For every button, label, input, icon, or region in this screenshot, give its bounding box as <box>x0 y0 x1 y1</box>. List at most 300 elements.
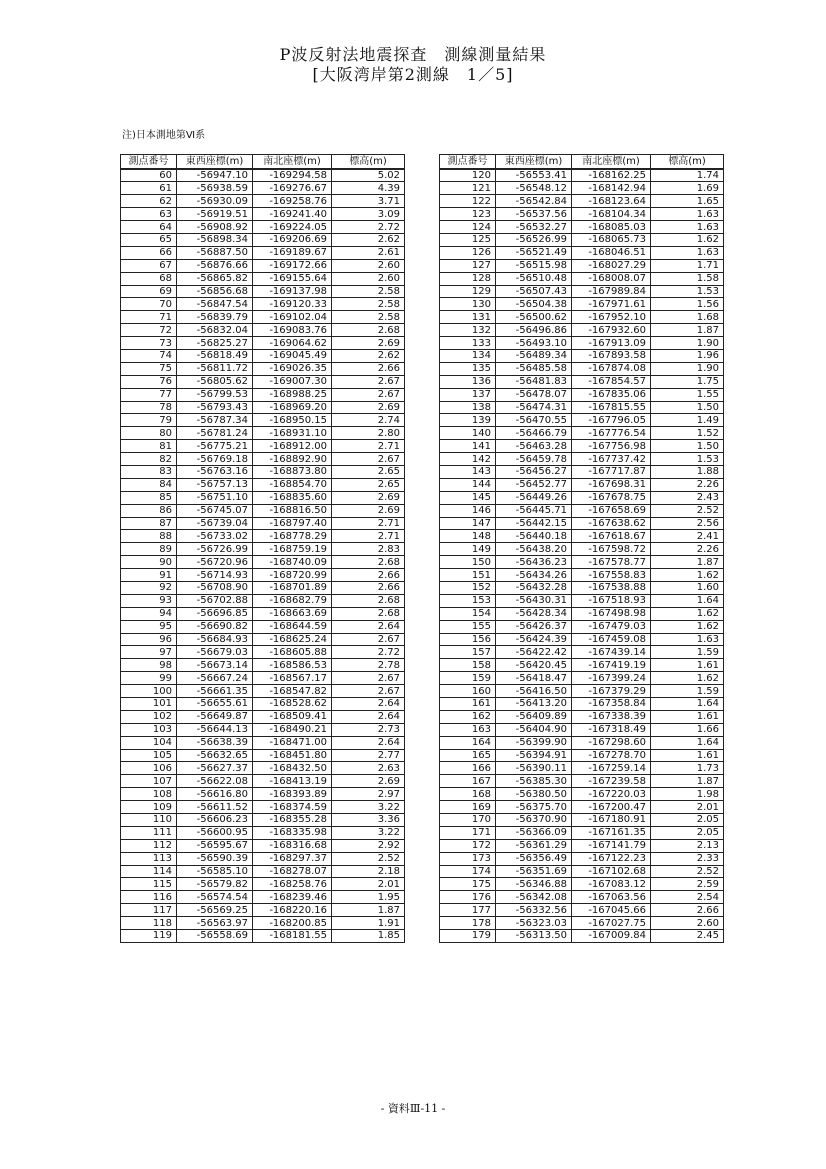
easting-cell: -56452.77 <box>496 478 572 491</box>
elevation-cell: 2.97 <box>332 788 405 801</box>
northing-cell: -169007.30 <box>253 375 332 388</box>
easting-cell: -56426.37 <box>496 620 572 633</box>
northing-cell: -169120.33 <box>253 298 332 311</box>
easting-cell: -56356.49 <box>496 852 572 865</box>
elevation-cell: 1.66 <box>651 723 724 736</box>
station-no-cell: 130 <box>440 298 496 311</box>
northing-cell: -168969.20 <box>253 401 332 414</box>
table-row <box>440 672 724 685</box>
northing-cell: -168335.98 <box>253 826 332 839</box>
easting-cell: -56781.24 <box>177 427 253 440</box>
station-no-cell: 89 <box>121 543 177 556</box>
station-no-cell: 170 <box>440 814 496 827</box>
elevation-cell: 1.87 <box>651 775 724 788</box>
table-row <box>121 672 405 685</box>
station-no-cell: 162 <box>440 710 496 723</box>
elevation-cell: 1.90 <box>651 362 724 375</box>
elevation-cell: 3.71 <box>332 195 405 208</box>
elevation-cell: 2.77 <box>332 749 405 762</box>
station-no-cell: 154 <box>440 607 496 620</box>
table-row <box>440 169 724 182</box>
elevation-cell: 2.83 <box>332 543 405 556</box>
table-row <box>121 285 405 298</box>
elevation-cell: 1.62 <box>651 672 724 685</box>
northing-cell: -167180.91 <box>572 814 651 827</box>
easting-cell: -56714.93 <box>177 569 253 582</box>
easting-cell: -56799.53 <box>177 388 253 401</box>
easting-cell: -56515.98 <box>496 259 572 272</box>
easting-cell: -56375.70 <box>496 801 572 814</box>
elevation-cell: 2.33 <box>651 852 724 865</box>
easting-cell: -56585.10 <box>177 865 253 878</box>
northing-cell: -167776.54 <box>572 427 651 440</box>
elevation-cell: 1.91 <box>332 917 405 930</box>
header-easting: 東西座標(m) <box>496 155 572 169</box>
easting-cell: -56463.28 <box>496 440 572 453</box>
table-row <box>440 839 724 852</box>
northing-cell: -168778.29 <box>253 530 332 543</box>
easting-cell: -56679.03 <box>177 646 253 659</box>
table-row <box>440 272 724 285</box>
northing-cell: -168220.16 <box>253 904 332 917</box>
easting-cell: -56445.71 <box>496 504 572 517</box>
table-row <box>121 337 405 350</box>
northing-cell: -169241.40 <box>253 208 332 221</box>
elevation-cell: 1.60 <box>651 582 724 595</box>
northing-cell: -168008.07 <box>572 272 651 285</box>
table-row <box>121 736 405 749</box>
northing-cell: -168490.21 <box>253 723 332 736</box>
table-row <box>440 401 724 414</box>
easting-cell: -56632.65 <box>177 749 253 762</box>
easting-cell: -56489.34 <box>496 349 572 362</box>
station-no-cell: 158 <box>440 659 496 672</box>
station-no-cell: 176 <box>440 891 496 904</box>
easting-cell: -56606.23 <box>177 814 253 827</box>
easting-cell: -56346.88 <box>496 878 572 891</box>
station-no-cell: 61 <box>121 182 177 195</box>
northing-cell: -168278.07 <box>253 865 332 878</box>
northing-cell: -167737.42 <box>572 453 651 466</box>
northing-cell: -167658.69 <box>572 504 651 517</box>
northing-cell: -168663.69 <box>253 607 332 620</box>
station-no-cell: 71 <box>121 311 177 324</box>
station-no-cell: 113 <box>121 852 177 865</box>
northing-cell: -168586.53 <box>253 659 332 672</box>
elevation-cell: 1.69 <box>651 182 724 195</box>
table-row <box>440 865 724 878</box>
station-no-cell: 72 <box>121 324 177 337</box>
elevation-cell: 2.52 <box>651 865 724 878</box>
northing-cell: -167278.70 <box>572 749 651 762</box>
northing-cell: -167835.06 <box>572 388 651 401</box>
elevation-cell: 2.67 <box>332 633 405 646</box>
station-no-cell: 107 <box>121 775 177 788</box>
northing-cell: -168085.03 <box>572 221 651 234</box>
station-no-cell: 81 <box>121 440 177 453</box>
elevation-cell: 2.60 <box>651 917 724 930</box>
table-row <box>121 362 405 375</box>
table-header-row <box>121 155 405 169</box>
elevation-cell: 2.73 <box>332 723 405 736</box>
elevation-cell: 1.56 <box>651 298 724 311</box>
easting-cell: -56745.07 <box>177 504 253 517</box>
station-no-cell: 65 <box>121 233 177 246</box>
table-row <box>121 324 405 337</box>
elevation-cell: 2.71 <box>332 517 405 530</box>
station-no-cell: 109 <box>121 801 177 814</box>
table-row <box>440 891 724 904</box>
table-row <box>121 388 405 401</box>
northing-cell: -168816.50 <box>253 504 332 517</box>
table-row <box>121 930 405 943</box>
easting-cell: -56574.54 <box>177 891 253 904</box>
table-row <box>121 788 405 801</box>
elevation-cell: 2.64 <box>332 736 405 749</box>
easting-cell: -56930.09 <box>177 195 253 208</box>
northing-cell: -168027.29 <box>572 259 651 272</box>
easting-cell: -56510.48 <box>496 272 572 285</box>
table-row <box>440 530 724 543</box>
station-no-cell: 106 <box>121 762 177 775</box>
elevation-cell: 1.55 <box>651 388 724 401</box>
easting-cell: -56702.88 <box>177 594 253 607</box>
station-no-cell: 161 <box>440 698 496 711</box>
station-no-cell: 80 <box>121 427 177 440</box>
northing-cell: -167815.55 <box>572 401 651 414</box>
easting-cell: -56438.20 <box>496 543 572 556</box>
northing-cell: -169206.69 <box>253 233 332 246</box>
easting-cell: -56500.62 <box>496 311 572 324</box>
elevation-cell: 2.74 <box>332 414 405 427</box>
easting-cell: -56673.14 <box>177 659 253 672</box>
station-no-cell: 100 <box>121 685 177 698</box>
table-row <box>121 465 405 478</box>
elevation-cell: 1.62 <box>651 569 724 582</box>
page-title: P波反射法地震探査 測線測量結果 <box>279 45 547 64</box>
easting-cell: -56370.90 <box>496 814 572 827</box>
easting-cell: -56856.68 <box>177 285 253 298</box>
easting-cell: -56416.50 <box>496 685 572 698</box>
northing-cell: -168239.46 <box>253 891 332 904</box>
station-no-cell: 177 <box>440 904 496 917</box>
station-no-cell: 111 <box>121 826 177 839</box>
station-no-cell: 118 <box>121 917 177 930</box>
station-no-cell: 138 <box>440 401 496 414</box>
easting-cell: -56919.51 <box>177 208 253 221</box>
northing-cell: -168200.85 <box>253 917 332 930</box>
northing-cell: -168413.19 <box>253 775 332 788</box>
station-no-cell: 104 <box>121 736 177 749</box>
page-footer: - 資料Ⅲ-11 - <box>380 1102 446 1115</box>
station-no-cell: 96 <box>121 633 177 646</box>
station-no-cell: 60 <box>121 169 177 182</box>
station-no-cell: 126 <box>440 246 496 259</box>
elevation-cell: 1.62 <box>651 620 724 633</box>
easting-cell: -56839.79 <box>177 311 253 324</box>
station-no-cell: 62 <box>121 195 177 208</box>
table-row <box>440 182 724 195</box>
table-row <box>121 723 405 736</box>
elevation-cell: 1.62 <box>651 233 724 246</box>
elevation-cell: 2.59 <box>651 878 724 891</box>
elevation-cell: 2.67 <box>332 375 405 388</box>
table-row <box>440 594 724 607</box>
elevation-cell: 2.01 <box>332 878 405 891</box>
station-no-cell: 171 <box>440 826 496 839</box>
northing-cell: -167618.67 <box>572 530 651 543</box>
table-row <box>121 801 405 814</box>
northing-cell: -168873.80 <box>253 465 332 478</box>
station-no-cell: 148 <box>440 530 496 543</box>
easting-cell: -56478.07 <box>496 388 572 401</box>
table-row <box>121 440 405 453</box>
elevation-cell: 3.22 <box>332 826 405 839</box>
northing-cell: -168912.00 <box>253 440 332 453</box>
station-no-cell: 141 <box>440 440 496 453</box>
table-row <box>440 246 724 259</box>
easting-cell: -56600.95 <box>177 826 253 839</box>
table-row <box>121 195 405 208</box>
table-row <box>121 517 405 530</box>
table-row <box>121 685 405 698</box>
elevation-cell: 1.88 <box>651 465 724 478</box>
station-no-cell: 136 <box>440 375 496 388</box>
elevation-cell: 1.63 <box>651 633 724 646</box>
easting-cell: -56563.97 <box>177 917 253 930</box>
northing-cell: -168759.19 <box>253 543 332 556</box>
easting-cell: -56418.47 <box>496 672 572 685</box>
northing-cell: -167379.29 <box>572 685 651 698</box>
northing-cell: -169294.58 <box>253 169 332 182</box>
northing-cell: -168471.00 <box>253 736 332 749</box>
table-row <box>121 453 405 466</box>
elevation-cell: 1.87 <box>651 556 724 569</box>
elevation-cell: 1.85 <box>332 930 405 943</box>
elevation-cell: 2.69 <box>332 504 405 517</box>
station-no-cell: 150 <box>440 556 496 569</box>
station-no-cell: 84 <box>121 478 177 491</box>
elevation-cell: 2.67 <box>332 672 405 685</box>
elevation-cell: 1.64 <box>651 736 724 749</box>
northing-cell: -167678.75 <box>572 491 651 504</box>
easting-cell: -56708.90 <box>177 582 253 595</box>
elevation-cell: 2.26 <box>651 543 724 556</box>
easting-cell: -56449.26 <box>496 491 572 504</box>
elevation-cell: 2.78 <box>332 659 405 672</box>
station-no-cell: 101 <box>121 698 177 711</box>
northing-cell: -167932.60 <box>572 324 651 337</box>
station-no-cell: 166 <box>440 762 496 775</box>
table-row <box>440 362 724 375</box>
northing-cell: -168547.82 <box>253 685 332 698</box>
elevation-cell: 2.65 <box>332 465 405 478</box>
station-no-cell: 132 <box>440 324 496 337</box>
station-no-cell: 63 <box>121 208 177 221</box>
elevation-cell: 1.58 <box>651 272 724 285</box>
northing-cell: -168528.62 <box>253 698 332 711</box>
table-row <box>121 478 405 491</box>
northing-cell: -168258.76 <box>253 878 332 891</box>
elevation-cell: 2.58 <box>332 311 405 324</box>
northing-cell: -167399.24 <box>572 672 651 685</box>
table-row <box>440 814 724 827</box>
table-row <box>440 698 724 711</box>
easting-cell: -56690.82 <box>177 620 253 633</box>
elevation-cell: 1.73 <box>651 762 724 775</box>
station-no-cell: 152 <box>440 582 496 595</box>
elevation-cell: 1.65 <box>651 195 724 208</box>
elevation-cell: 2.64 <box>332 620 405 633</box>
elevation-cell: 1.61 <box>651 749 724 762</box>
table-row <box>440 375 724 388</box>
northing-cell: -168854.70 <box>253 478 332 491</box>
table-row <box>440 427 724 440</box>
easting-cell: -56442.15 <box>496 517 572 530</box>
table-row <box>121 620 405 633</box>
easting-cell: -56865.82 <box>177 272 253 285</box>
header-elevation: 標高(m) <box>651 155 724 169</box>
datum-note: 注)日本測地第Ⅵ系 <box>122 130 206 141</box>
northing-cell: -169172.66 <box>253 259 332 272</box>
elevation-cell: 2.80 <box>332 427 405 440</box>
elevation-cell: 2.71 <box>332 440 405 453</box>
northing-cell: -168701.89 <box>253 582 332 595</box>
station-no-cell: 174 <box>440 865 496 878</box>
northing-cell: -167259.14 <box>572 762 651 775</box>
station-no-cell: 78 <box>121 401 177 414</box>
easting-cell: -56424.39 <box>496 633 572 646</box>
easting-cell: -56627.37 <box>177 762 253 775</box>
station-no-cell: 178 <box>440 917 496 930</box>
table-row <box>121 375 405 388</box>
easting-cell: -56876.66 <box>177 259 253 272</box>
table-row <box>440 569 724 582</box>
northing-cell: -167419.19 <box>572 659 651 672</box>
station-no-cell: 69 <box>121 285 177 298</box>
northing-cell: -167638.62 <box>572 517 651 530</box>
station-no-cell: 153 <box>440 594 496 607</box>
station-no-cell: 88 <box>121 530 177 543</box>
elevation-cell: 1.59 <box>651 685 724 698</box>
easting-cell: -56456.27 <box>496 465 572 478</box>
table-row <box>440 852 724 865</box>
table-row <box>440 324 724 337</box>
elevation-cell: 1.50 <box>651 401 724 414</box>
station-no-cell: 108 <box>121 788 177 801</box>
northing-cell: -168162.25 <box>572 169 651 182</box>
easting-cell: -56409.89 <box>496 710 572 723</box>
northing-cell: -168142.94 <box>572 182 651 195</box>
northing-cell: -167239.58 <box>572 775 651 788</box>
elevation-cell: 3.22 <box>332 801 405 814</box>
northing-cell: -167989.84 <box>572 285 651 298</box>
table-row <box>440 659 724 672</box>
northing-cell: -167971.61 <box>572 298 651 311</box>
table-row <box>121 427 405 440</box>
easting-cell: -56644.13 <box>177 723 253 736</box>
station-no-cell: 76 <box>121 375 177 388</box>
elevation-cell: 2.68 <box>332 607 405 620</box>
table-row <box>121 607 405 620</box>
elevation-cell: 2.69 <box>332 491 405 504</box>
station-no-cell: 90 <box>121 556 177 569</box>
station-no-cell: 114 <box>121 865 177 878</box>
northing-cell: -168567.17 <box>253 672 332 685</box>
northing-cell: -167318.49 <box>572 723 651 736</box>
table-row <box>121 543 405 556</box>
elevation-cell: 2.64 <box>332 710 405 723</box>
easting-cell: -56504.38 <box>496 298 572 311</box>
easting-cell: -56526.99 <box>496 233 572 246</box>
northing-cell: -168297.37 <box>253 852 332 865</box>
northing-cell: -168892.90 <box>253 453 332 466</box>
station-no-cell: 122 <box>440 195 496 208</box>
elevation-cell: 2.66 <box>332 582 405 595</box>
table-row <box>121 298 405 311</box>
easting-cell: -56787.34 <box>177 414 253 427</box>
elevation-cell: 2.05 <box>651 826 724 839</box>
northing-cell: -169064.62 <box>253 337 332 350</box>
table-row <box>440 710 724 723</box>
elevation-cell: 1.71 <box>651 259 724 272</box>
station-no-cell: 172 <box>440 839 496 852</box>
elevation-cell: 1.63 <box>651 246 724 259</box>
elevation-cell: 1.53 <box>651 453 724 466</box>
station-no-cell: 149 <box>440 543 496 556</box>
header-station-no: 測点番号 <box>440 155 496 169</box>
northing-cell: -168644.59 <box>253 620 332 633</box>
easting-cell: -56466.79 <box>496 427 572 440</box>
elevation-cell: 2.45 <box>651 930 724 943</box>
station-no-cell: 95 <box>121 620 177 633</box>
table-row <box>121 878 405 891</box>
elevation-cell: 2.67 <box>332 388 405 401</box>
table-row <box>121 530 405 543</box>
table-row <box>440 788 724 801</box>
easting-cell: -56532.27 <box>496 221 572 234</box>
elevation-cell: 2.64 <box>332 698 405 711</box>
station-no-cell: 157 <box>440 646 496 659</box>
station-no-cell: 98 <box>121 659 177 672</box>
easting-cell: -56590.39 <box>177 852 253 865</box>
station-no-cell: 94 <box>121 607 177 620</box>
easting-cell: -56521.49 <box>496 246 572 259</box>
elevation-cell: 2.43 <box>651 491 724 504</box>
easting-cell: -56726.99 <box>177 543 253 556</box>
station-no-cell: 133 <box>440 337 496 350</box>
northing-cell: -167518.93 <box>572 594 651 607</box>
easting-cell: -56394.91 <box>496 749 572 762</box>
elevation-cell: 2.62 <box>332 349 405 362</box>
elevation-cell: 2.63 <box>332 762 405 775</box>
easting-cell: -56757.13 <box>177 478 253 491</box>
elevation-cell: 1.95 <box>332 891 405 904</box>
northing-cell: -168316.68 <box>253 839 332 852</box>
table-row <box>440 620 724 633</box>
northing-cell: -167439.14 <box>572 646 651 659</box>
elevation-cell: 2.72 <box>332 646 405 659</box>
northing-cell: -168104.34 <box>572 208 651 221</box>
table-row <box>121 659 405 672</box>
elevation-cell: 2.66 <box>332 362 405 375</box>
station-no-cell: 79 <box>121 414 177 427</box>
table-row <box>440 762 724 775</box>
northing-cell: -167220.03 <box>572 788 651 801</box>
table-row <box>440 646 724 659</box>
northing-cell: -167200.47 <box>572 801 651 814</box>
table-row <box>121 749 405 762</box>
